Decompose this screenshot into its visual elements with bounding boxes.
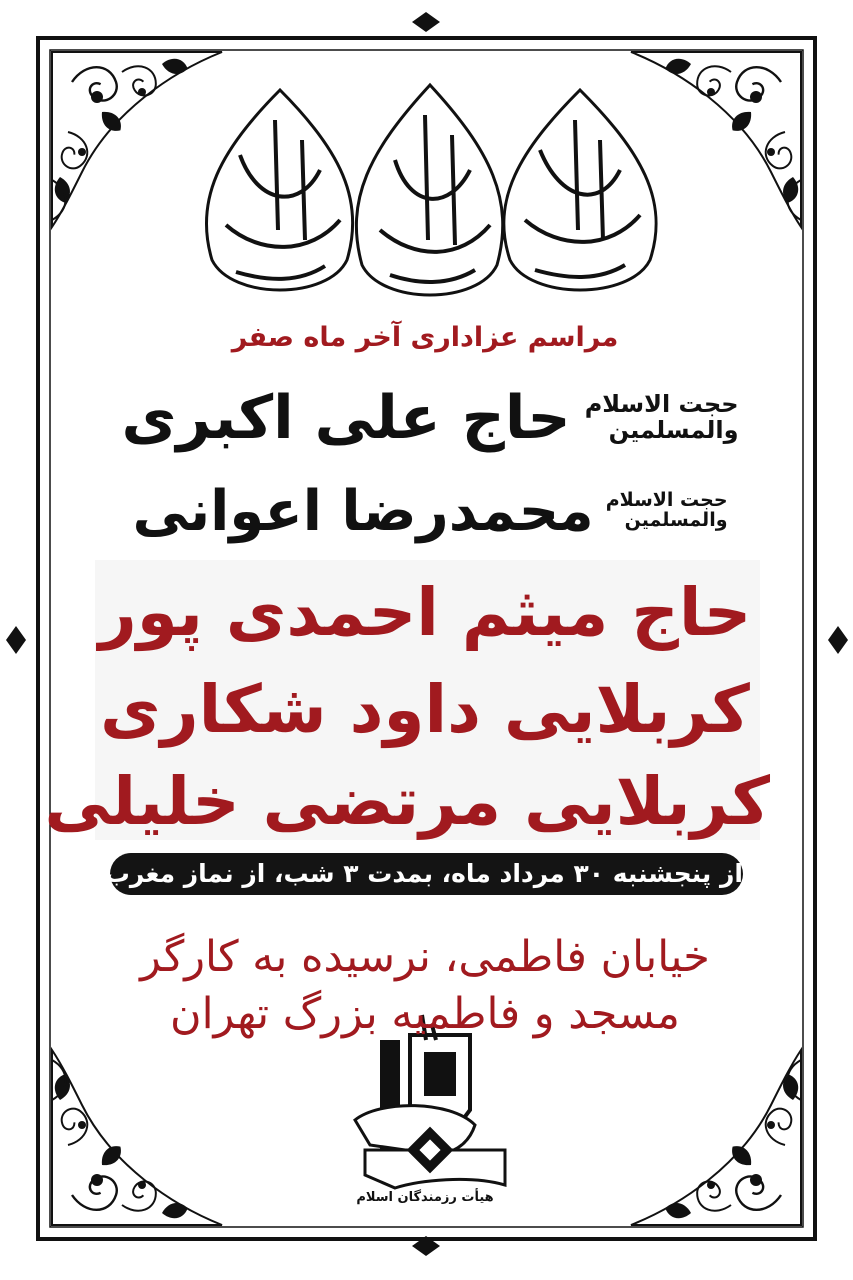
calligraphy-medallion-center: [356, 85, 502, 295]
speaker-2-title-line-2: والمسلمین: [624, 509, 728, 531]
schedule-banner: از پنجشنبه ۳۰ مرداد ماه، بمدت ۳ شب، از نماز مغرب: [110, 853, 743, 895]
speaker-1-title-line-1: حجت الاسلام: [584, 390, 739, 419]
reciter-3-name: کربلایی مرتضی خلیلی: [44, 763, 770, 840]
address-line-1: خیابان فاطمی، نرسیده به کارگر: [140, 932, 710, 982]
reciter-2-name: کربلایی داود شکاری: [100, 671, 750, 748]
address-line-2: مسجد و فاطمیه بزرگ تهران: [170, 989, 680, 1039]
speaker-row-2: [100, 470, 760, 552]
calligraphy-medallion-left: [206, 90, 352, 290]
speaker-1-title-line-2: والمسلمین: [608, 415, 739, 444]
speaker-2-title: [606, 491, 728, 531]
speaker-row-1: [100, 370, 760, 465]
calligraphy-medallion-right: [504, 90, 656, 290]
speaker-1-name: حاج علی اکبری: [121, 382, 571, 453]
speaker-2-name: محمدرضا اعوانی: [132, 478, 594, 544]
speaker-2-title-line-1: حجت الاسلام: [605, 489, 728, 512]
organization-name: هیأت رزمندگان اسلام: [356, 1190, 494, 1205]
speaker-1-title: [585, 392, 739, 442]
reciter-1-name: حاج میثم احمدی پور: [98, 574, 752, 651]
ceremony-subtitle: مراسم عزاداری آخر ماه صفر: [231, 322, 619, 353]
